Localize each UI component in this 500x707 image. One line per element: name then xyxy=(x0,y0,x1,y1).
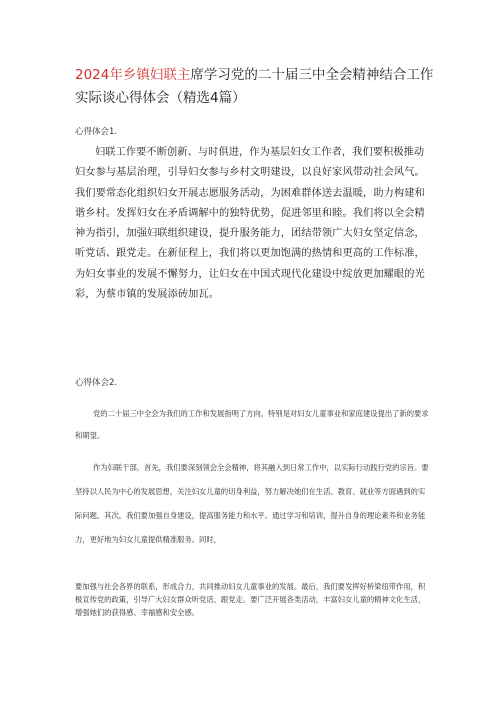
title-highlight: 2024年乡镇妇联主 xyxy=(75,67,191,83)
document-title xyxy=(75,64,435,110)
section-2-paragraph-2: 作为妇联干部，首先，我们要深刻领会全会精神，将其融入到日常工作中，以实际行动践行党的宗旨。要坚持以人民为中心的发展思想，关注妇女儿童的切身利益，努力解决她们在生活、教育、就业等方面遇到的实际问题。其次，我们要加强自身建设，提高服务能力和水平。通过学习和培训，提升自身的理论素养和业务能力，更好地为妇女儿童提供精准服务。同时， xyxy=(75,463,429,544)
section-1-paragraph: 妇联工作要不断创新、与时俱进，作为基层妇女工作者，我们要积极推动妇女参与基层治理，引导妇女参与乡村文明建设，以良好家风带动社会风气。我们要常态化组织妇女开展志愿服务活动，为困难群体送去温暖，助力构建和谐乡村。发挥妇女在矛盾调解中的独特优势，促进邻里和睦。我们将以全会精神为指引，加强妇联组织建设，提升服务能力，团结带领广大妇女坚定信念，听党话、跟党走。在新征程上，我们将以更加饱满的热情和更高的工作标准，为妇女事业的发展不懈努力，让妇女在中国式现代化建设中绽放更加耀眼的光彩，为蔡市镇的发展添砖加瓦。 xyxy=(75,147,425,301)
section-2-paragraph-1: 党的二十届三中全会为我们的工作和发展指明了方向，特别是对妇女儿童事业和家庭建设提出了新的要求和期望。 xyxy=(75,409,429,440)
section-1-heading: 心得体会1. xyxy=(75,127,118,137)
section-2-heading: 心得体会2. xyxy=(75,378,118,388)
section-2-paragraph-3: 要加强与社会各界的联系，形成合力，共同推动妇女儿童事业的发展。最后，我们要发挥好桥梁纽带作用，积极宣传党的政策，引导广大妇女群众听党话、跟党走。要广泛开展各类活动，丰富妇女儿童的精神文化生活，增强她们的获得感、幸福感和安全感。 xyxy=(75,582,426,617)
title-rest: 席学习党的二十届三中全会精神结合工作实际谈心得体会（精选4篇） xyxy=(75,67,434,106)
